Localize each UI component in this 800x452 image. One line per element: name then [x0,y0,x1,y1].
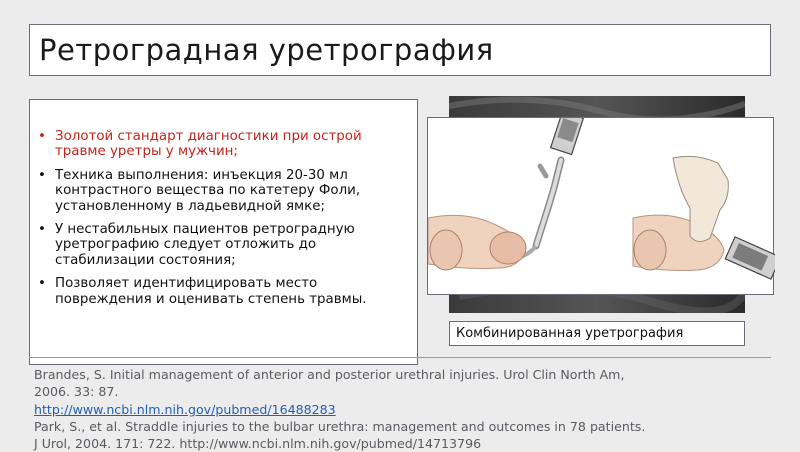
bullet-list-box [29,99,418,365]
bullet-marker: • [38,222,46,238]
bullet-item [38,276,407,307]
slide-title: Ретроградная уретрография [39,33,494,67]
bullet-item [38,129,407,160]
title-box [29,24,771,76]
catheter-illustration [427,117,774,295]
references-divider [29,357,771,358]
reference-text: Brandes, S. Initial management of anterior and posterior urethral injuries. Urol Clin North Am, [34,367,625,382]
bullet-text: У нестабильных пациентов ретроградную уретрографию следует отложить до стабилизации состояния; [55,222,355,268]
bullet-text: Золотой стандарт диагностики при острой травме уретры у мужчин; [55,129,362,160]
bullet-marker: • [38,167,46,183]
reference-link[interactable]: http://www.ncbi.nlm.nih.gov/pubmed/16488283 [34,401,336,417]
bullet-text: Позволяет идентифицировать место повреждения и оценивать степень травмы. [55,276,367,307]
image-caption: Комбинированная уретрография [456,326,684,341]
references [34,366,774,452]
reference-text: J Urol, 2004. 171: 722. http://www.ncbi.nlm.nih.gov/pubmed/14713796 [34,436,482,452]
bullet-text: Техника выполнения: инъекция 20-30 мл контрастного вещества по катетеру Фоли, установленному в ладьевидной ямке; [55,167,361,214]
bullet-marker: • [38,276,46,292]
caption-box [449,321,745,346]
bullet-item [38,168,407,214]
syringe-icon [551,118,584,154]
reference-text: Park, S., et al. Straddle injuries to the bulbar urethra: management and outcomes in 78 patients. [34,418,646,434]
bullet-item [38,222,407,268]
urethrography-drawing [428,118,775,296]
bullet-marker: • [38,129,46,144]
bullet-list [30,100,417,307]
syringe-icon [725,237,775,279]
reference-text: 2006. 33: 87. [34,384,119,400]
